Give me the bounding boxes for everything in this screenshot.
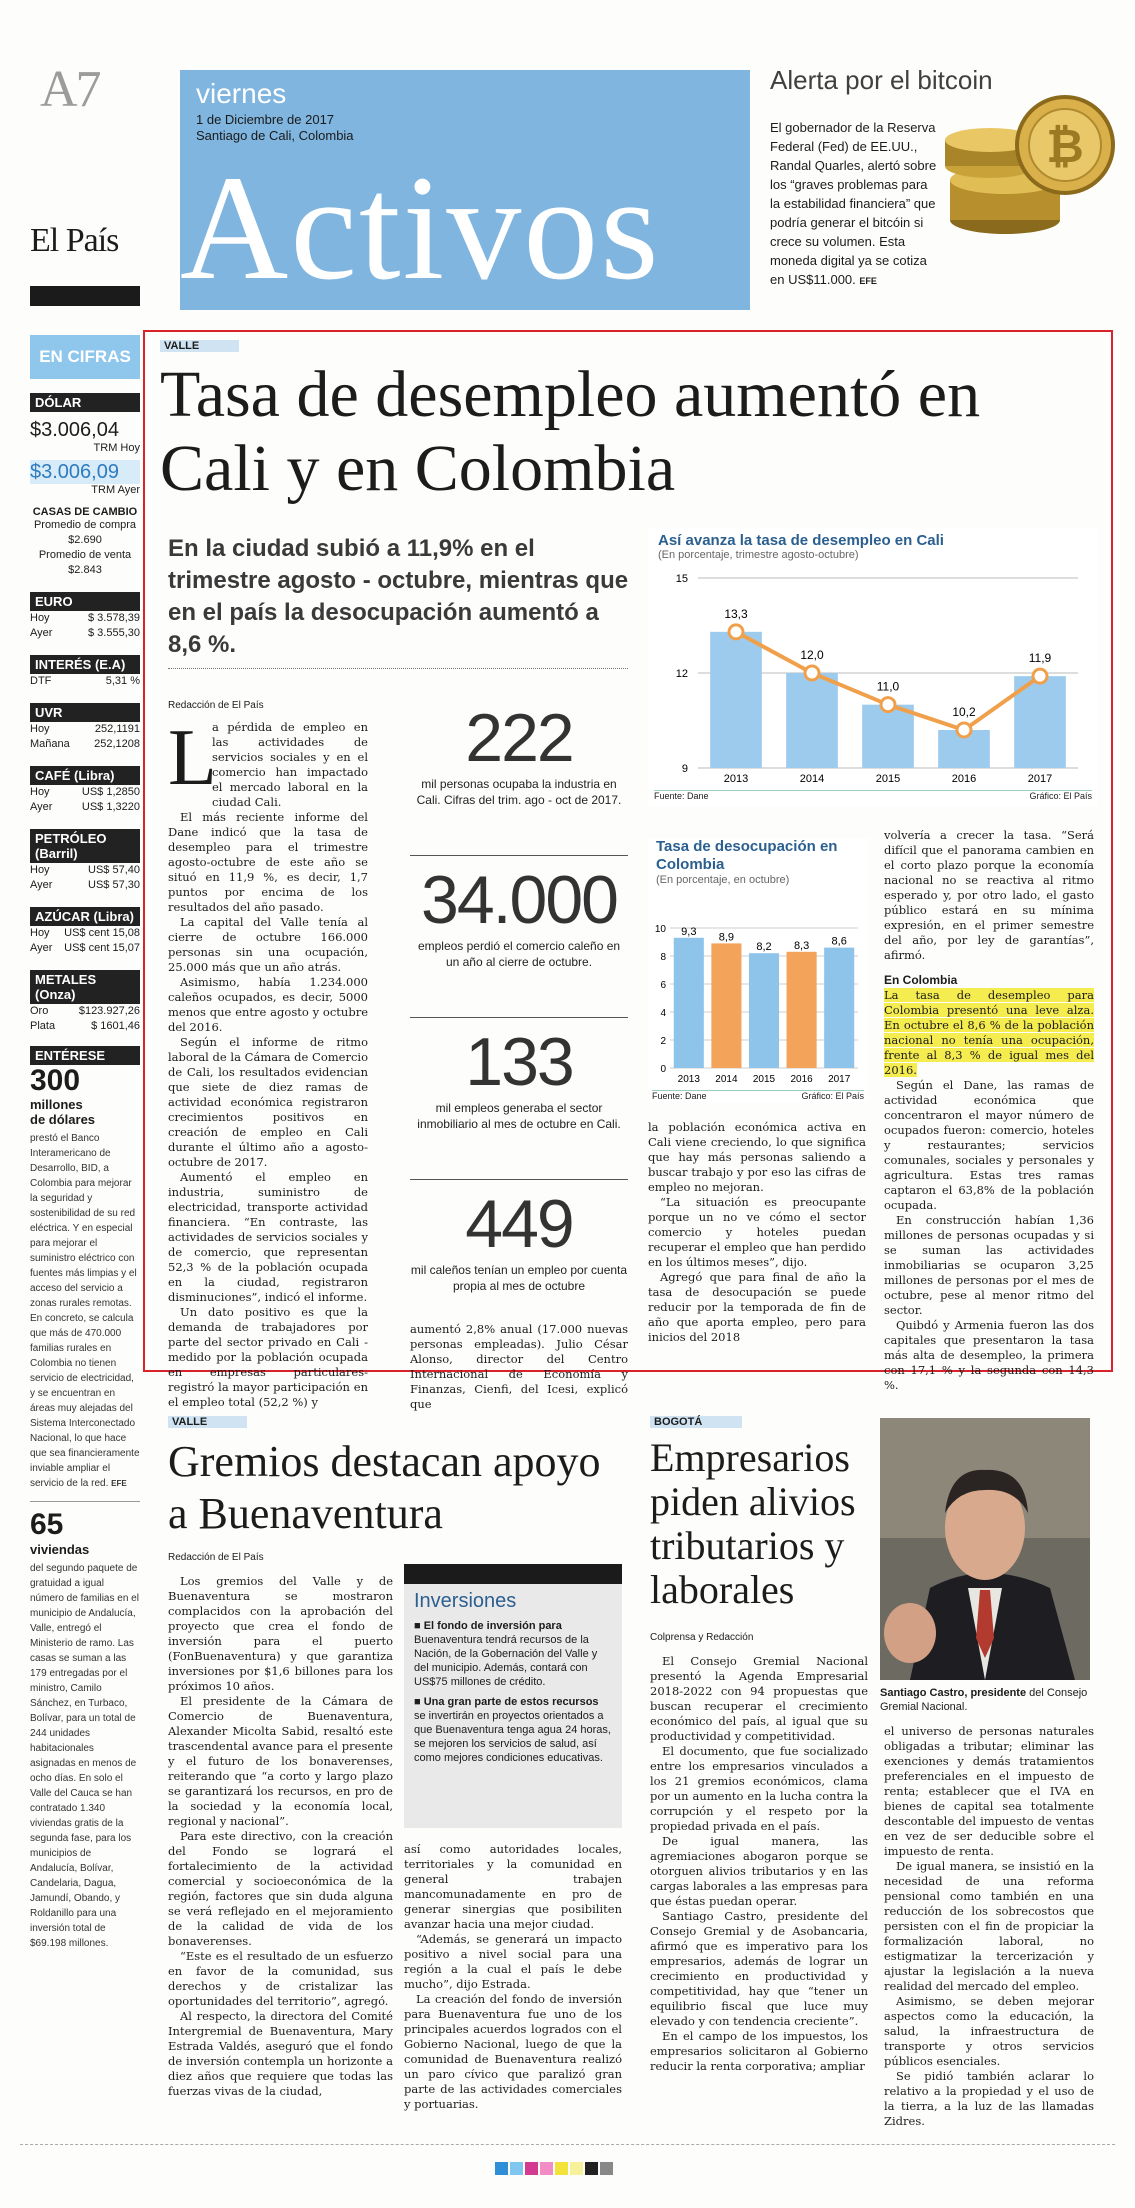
- main-column-3: [648, 1120, 866, 1345]
- market-data-rail: [30, 335, 140, 1951]
- chart2-bar: [711, 943, 741, 1068]
- inversiones-box: [404, 1564, 622, 1828]
- casas-compra-label: Promedio de compra: [33, 519, 137, 531]
- stat-number: 34.000: [421, 862, 617, 938]
- main-column-2-tail: aumentó 2,8% anual (17.000 nuevas personas empleadas). Julio César Alonso, director del Centro Internacional de Economía y Finanzas, Cienfi, del Icesi, explicó que: [410, 1322, 628, 1411]
- dolar-yesterday: $3.006,09: [30, 460, 140, 484]
- stat-block: [410, 1024, 628, 1180]
- cali-unemployment-chart: [648, 528, 1098, 806]
- gremios-headline: Gremios destacan apoyo a Buenaventura: [168, 1437, 601, 1538]
- rail-cafe-label: CAFÉ (Libra): [30, 766, 140, 785]
- chart1-datalabel: 13,3: [724, 606, 748, 621]
- chart2-xtick: 2017: [828, 1074, 851, 1085]
- main-column-1: [168, 714, 368, 1410]
- chart2-datalabel: 8,2: [756, 941, 772, 954]
- color-swatch: [570, 2162, 583, 2175]
- enterese-big-label: millones de dólares: [30, 1097, 96, 1127]
- chart1-ytick: 9: [681, 763, 688, 775]
- chart2-credit: Gráfico: El País: [801, 1091, 864, 1101]
- main-col4-rest-paragraph: Quibdó y Armenia fueron las dos capitales que presentaron la tasa más alta de desempleo, la primera con 17,1 % y la segunda con 14,3 %.: [884, 1318, 1094, 1392]
- alert-body: El gobernador de la Reserva Federal (Fed) de EE.UU., Randal Quarles, alertó sobre los “graves problemas para la estabilidad financiera” que podría generar el bitcóin si crece su volumen. Esta moneda digital ya se cotiza en US$11.000.: [770, 120, 937, 287]
- rail-metales-label: METALES (Onza): [30, 970, 140, 1004]
- chart1-subtitle: (En porcentaje, trimestre agosto-octubre): [658, 549, 859, 561]
- rail-uvr-row: Hoy 252,1191: [30, 723, 140, 735]
- rail-petroleo-label: PETRÓLEO (Barril): [30, 829, 140, 863]
- rail-heading: EN CIFRAS: [30, 335, 140, 379]
- viviendas-big-label: viviendas: [30, 1542, 90, 1557]
- banner-date-line1: 1 de Diciembre de 2017: [196, 112, 335, 127]
- main-col1-paragraph: Según el informe de ritmo laboral de la Cámara de Comercio de Cali, los resultados evidencian que siete de diez ramas de actividad económica registraron crecimientos positivos en creación de empleo en Cali durante el último año a agosto-octubre de 2017.: [168, 1035, 368, 1169]
- rail-uvr-row: Mañana 252,1208: [30, 738, 140, 750]
- empresarios-headline: Empresarios piden alivios tributarios y laborales: [650, 1435, 856, 1612]
- alert-text: [770, 118, 938, 291]
- gremios-kicker: VALLE: [168, 1416, 247, 1428]
- enterese-label: ENTÉRESE: [30, 1046, 140, 1065]
- color-swatch: [540, 2162, 553, 2175]
- gremios-byline: Redacción de El País: [168, 1552, 264, 1563]
- section-title: Activos: [180, 145, 661, 311]
- main-col3-paragraph: Agregó que para final de año la tasa de desocupación se puede reducir por la temporada de fin de año que aporta empleo, pero para inicios del 2018: [648, 1270, 866, 1344]
- chart1-xtick: 2013: [723, 773, 749, 785]
- chart2-bar: [824, 948, 854, 1068]
- empresarios-column-1: [650, 1654, 868, 2074]
- chart2-ytick: 8: [660, 952, 666, 963]
- color-swatch: [585, 2162, 598, 2175]
- dolar-yesterday-label: TRM Ayer: [91, 484, 140, 496]
- dolar-label: DÓLAR: [30, 393, 140, 412]
- casas-label: CASAS DE CAMBIO: [32, 506, 138, 518]
- highlighted-passage: La tasa de desempleo para Colombia presentó una leve alza. En octubre el 8,6 % de la población nacional no tenía una ocupación, frente al 8,3 % de igual mes del 2016.: [884, 988, 1094, 1077]
- stats-column: [410, 700, 628, 1347]
- main-kicker: VALLE: [160, 340, 239, 352]
- main-col4-rest-paragraph: Según el Dane, las ramas de actividad económica que concentraron el mayor número de ocupados fueron: comercio, hoteles y restaurantes; servicios comunales, sociales y personales y agricultura. Estas tres ramas captaron el 63,8% de la población ocupada.: [884, 1078, 1094, 1212]
- stat-block: [410, 1186, 628, 1341]
- newspaper-logo: El País: [30, 222, 119, 259]
- empresarios-col2-paragraph: Asimismo, se deben mejorar aspectos como la educación, la salud, la infraestructura de transporte y otros servicios públicos esenciales.: [884, 1994, 1094, 2068]
- empresarios-col1-paragraph: En el campo de los impuestos, los empresarios solicitaron al Gobierno reducir la renta corporativa; ampliar: [650, 2029, 868, 2073]
- rail-cafe-row: Ayer US$ 1,3220: [30, 801, 140, 813]
- empresarios-col1-paragraph: De igual manera, las agremiaciones abogaron porque se otorguen alivios tributarios y en las cargas laborales a las empresas para que éstas puedan operar.: [650, 1834, 868, 1908]
- chart2-xtick: 2014: [715, 1074, 738, 1085]
- chart1-point: [1033, 669, 1047, 683]
- dolar-today: $3.006,04: [30, 419, 119, 441]
- rail-azucar-label: AZÚCAR (Libra): [30, 907, 140, 926]
- stat-number: 222: [465, 700, 573, 776]
- chart1-bar: [710, 632, 762, 768]
- chart1-point: [805, 666, 819, 680]
- empresarios-col2-paragraph: Se pidió también aclarar lo relativo a la propiedad y el uso de la tierra, a la luz de las llamadas Zidres.: [884, 2069, 1094, 2128]
- stat-caption: mil caleños tenían un empleo por cuenta propia al mes de octubre: [410, 1263, 628, 1293]
- page-trim-line: [20, 2144, 1115, 2145]
- casas-venta-label: Promedio de venta: [38, 549, 132, 561]
- chart2-plot: [648, 920, 868, 1090]
- main-byline: Redacción de El País: [168, 700, 264, 711]
- empresarios-col2-paragraph: De igual manera, se insistió en la necesidad de una reforma pensional como también en una reducción de los sobrecostos que persisten con el fin de propiciar la formalización laboral, no estigmatizar la tercerización y ajustar la legislación a la nueva realidad del mercado del empleo.: [884, 1859, 1094, 1993]
- chart2-datalabel: 8,9: [718, 931, 735, 944]
- chart1-xtick: 2017: [1027, 773, 1053, 785]
- chart2-ytick: 0: [660, 1064, 666, 1075]
- inversiones-item: ■ Una gran parte de estos recursos se invertirán en proyectos orientados a que Buenaventura tenga agua 24 horas, se mejoren los servicios de salud, así como mejores condiciones educativas.: [414, 1696, 611, 1764]
- empresarios-col1-paragraph: Santiago Castro, presidente del Consejo Gremial y de Asobancaria, afirmó que es imperativo para los empresarios, además de lograr un crecimiento en productividad y competitividad, hay que “tener un equilibrio fiscal que luce muy elevado y con tendencia creciente”.: [650, 1909, 868, 2028]
- stat-caption: mil personas ocupaba la industria en Cali. Cifras del trim. ago - oct de 2017.: [416, 777, 622, 807]
- stat-number: 133: [465, 1024, 573, 1100]
- main-headline: Tasa de desempleo aumentó en Cali y en Colombia: [160, 358, 981, 505]
- color-swatch: [525, 2162, 538, 2175]
- chart1-datalabel: 11,0: [876, 679, 900, 694]
- gremios-col1-paragraph: El presidente de la Cámara de Comercio de Buenaventura, Alexander Micolta Sabid, resaltó este trascendental avance para el presente y el futuro de los bonaverenses, reiterando que “a corto y largo plazo se garantizará los recursos, en pro de la sociedad y la economía local, regional y nacional”.: [168, 1694, 393, 1828]
- photo-caption-rest: del Consejo Gremial Nacional.: [880, 1687, 1088, 1713]
- photo-caption: [880, 1686, 1090, 1714]
- chart1-bar: [786, 673, 838, 768]
- casas-venta: $2.843: [68, 564, 102, 576]
- chart2-source: Fuente: Dane: [652, 1091, 707, 1101]
- gremios-col2-paragraph: “Además, se generará un impacto positivo a nivel social para una región a la cual el país le debe mucho”, dijo Estrada.: [404, 1932, 622, 1991]
- dolar-today-label: TRM Hoy: [93, 442, 140, 454]
- main-column-4: [884, 828, 1094, 1393]
- chart1-datalabel: 10,2: [952, 705, 976, 719]
- color-swatch: [555, 2162, 568, 2175]
- stat-caption: empleos perdió el comercio caleño en un año al cierre de octubre.: [417, 939, 621, 969]
- gremios-column-2: [404, 1842, 622, 2112]
- chart1-ytick: 15: [675, 573, 688, 585]
- chart2-bar: [749, 953, 779, 1068]
- chart1-datalabel: 11,9: [1028, 651, 1052, 666]
- rail-metales-row: Plata $ 1601,46: [30, 1020, 140, 1032]
- alert-credit: EFE: [859, 276, 877, 286]
- logo-bar: [30, 286, 140, 306]
- chart1-xtick: 2014: [799, 773, 825, 785]
- alert-title: Alerta por el bitcoin: [770, 65, 993, 95]
- stat-number: 449: [465, 1186, 573, 1262]
- viviendas-big: 65: [30, 1508, 64, 1541]
- banner-date: [196, 112, 354, 144]
- banner-date-line2: Santiago de Cali, Colombia: [196, 128, 354, 143]
- chart1-plot: [648, 568, 1098, 790]
- main-col4-rest-paragraph: En construcción habían 1,36 millones de personas ocupadas y si se suman las actividades inmobiliarias se ocuparon 3,25 millones de personas por el mes de octubre, pese al menor ritmo del sector.: [884, 1213, 1094, 1317]
- main-col1-paragraph: Aumentó el empleo en industria, suministro de electricidad, transporte actividad financiera. “En contraste, las actividades de servicios sociales y de comercio, que representan 52,3 % de la población ocupada en la ciudad, registraron disminuciones”, indicó el informe.: [168, 1170, 368, 1304]
- viviendas-text: del segundo paquete de gratuidad a igual número de familias en el municipio de Andalucía, Valle, entregó el Ministerio de ramo. Las casas se suman a las 179 entregadas por el ministro, Camilo Sánchez, en Turbaco, Bolívar, para un total de 244 unidades habitacionales asignadas en menos de ocho días. En solo el Valle del Cauca se han contratado 1.340 viviendas gratis de la segunda fase, para los municipios de Andalucía, Bolívar, Candelaria, Dagua, Jamundí, Obando, y Roldanillo para una inversión total de $69.198 millones.: [30, 1563, 139, 1949]
- chart2-title: Tasa de desocupación en Colombia: [656, 838, 838, 873]
- rail-euro-row: Hoy $ 3.578,39: [30, 612, 140, 624]
- chart1-xtick: 2015: [875, 773, 901, 785]
- gremios-col1-paragraph: Para este directivo, con la creación del Fondo se logrará el fortalecimiento de la actividad comercial y socioeconómica de la región, factores que sin duda alguna se verá reflejado en el mejoramiento de la calidad de vida de los bonaverenses.: [168, 1829, 393, 1948]
- main-col4-paragraph: volvería a crecer la tasa. “Será difícil que el panorama cambien en el corto plazo porque la economía nacional no se reactiva al ritmo esperado y, por otro lado, el gasto público estará en su mínima expresión, en el primer semestre del año, por ley de garantías”, afirmó.: [884, 828, 1094, 962]
- casas-compra: $2.690: [68, 534, 102, 546]
- chart2-bar: [674, 938, 704, 1068]
- rail-interes-row: DTF 5,31 %: [30, 675, 140, 687]
- chart1-ytick: 12: [675, 668, 688, 680]
- colombia-subhead: En Colombia: [884, 973, 958, 987]
- rail-azucar-row: Hoy US$ cent 15,08: [30, 927, 140, 939]
- rail-azucar-row: Ayer US$ cent 15,07: [30, 942, 140, 954]
- colombia-unemployment-chart: [648, 838, 868, 1102]
- rail-petroleo-row: Ayer US$ 57,30: [30, 879, 140, 891]
- main-col3-paragraph: la población económica activa en Cali viene creciendo, lo que significa que hay más personas saliendo a buscar trabajo y por eso las cifras de empleo no mejoran.: [648, 1120, 866, 1194]
- banner-day: viernes: [196, 78, 287, 109]
- bitcoin-coins-image: [945, 70, 1115, 250]
- chart2-subtitle: (En porcentaje, en octubre): [656, 874, 790, 886]
- chart2-ytick: 2: [660, 1036, 666, 1047]
- enterese-text: [30, 1131, 140, 1491]
- enterese-body: prestó el Banco Interamericano de Desarrollo, BID, a Colombia para mejorar la seguridad y sostenibilidad de su red eléctrica. Y en especial para mejorar el suministro eléctrico con fuentes más limpias y el acceso del servicio a zonas rurales remotas. En concreto, se calcula que más de 470.000 familias rurales en Colombia no tienen servicio de electricidad, y se encuentran en áreas muy alejadas del Sistema Interconectado Nacional, lo que hace que sea financieramente inviable ampliar el servicio de la red.: [30, 1133, 140, 1489]
- chart1-point: [729, 625, 743, 639]
- inversiones-title: Inversiones: [414, 1590, 517, 1612]
- enterese-credit: EFE: [111, 1479, 127, 1488]
- svg-text:₿: ₿: [1046, 120, 1084, 172]
- chart2-ytick: 10: [654, 924, 666, 935]
- chart2-ytick: 6: [660, 980, 666, 991]
- color-swatch: [510, 2162, 523, 2175]
- gremios-col1-paragraph: Los gremios del Valle y de Buenaventura se mostraron complacidos con la aprobación del proyecto que crea el fondo de inversión para el puerto (FonBuenaventura) y que garantiza inversiones por $1,6 billones para los próximos 10 años.: [168, 1574, 393, 1693]
- color-registration-bar: [495, 2162, 613, 2175]
- rail-uvr-label: UVR: [30, 703, 140, 722]
- page-number: A7: [40, 61, 100, 118]
- drop-cap: L: [168, 714, 217, 802]
- chart2-ytick: 4: [660, 1008, 666, 1019]
- chart2-xtick: 2015: [752, 1074, 776, 1085]
- main-col3-paragraph: “La situación es preocupante porque un no ve cómo el sector comercio y hoteles puedan recuperar el empleo que han perdido en los últimos meses”, dijo.: [648, 1195, 866, 1269]
- santiago-castro-photo: [880, 1418, 1090, 1680]
- empresarios-col2-paragraph: el universo de personas naturales obligadas a tributar; eliminar las exenciones y demás tratamientos preferenciales en el impuesto de renta; establecer que el IVA en bienes de capital sea totalmente descontable del impuesto de ventas en vez de ser deducible sobre el impuesto de renta.: [884, 1724, 1094, 1858]
- chart1-title: Así avanza la tasa de desempleo en Cali: [658, 532, 944, 549]
- chart1-credit: Gráfico: El País: [1029, 791, 1092, 801]
- chart2-xtick: 2016: [790, 1074, 813, 1085]
- chart1-datalabel: 12,0: [800, 648, 824, 662]
- rail-euro-row: Ayer $ 3.555,30: [30, 627, 140, 639]
- gremios-col1-paragraph: “Este es el resultado de un esfuerzo en favor de la comunidad, sus derechos y de cristalizar las oportunidades del territorio”, agregó.: [168, 1949, 393, 2008]
- color-swatch: [600, 2162, 613, 2175]
- stat-block: [410, 862, 628, 1018]
- gremios-column-1: [168, 1574, 393, 2099]
- chart1-footer: [654, 790, 1092, 801]
- chart1-point: [957, 723, 971, 737]
- rail-cafe-row: Hoy US$ 1,2850: [30, 786, 140, 798]
- main-col1-paragraph: El más reciente informe del Dane indicó que la tasa de desempleo para el trimestre agosto-octubre de este año se situó en 11,9 %, es decir, 1,7 puntos por encima de los resultados del año pasado.: [168, 810, 368, 914]
- gremios-col1-paragraph: Al respecto, la directora del Comité Intergremial de Buenaventura, Mary Estrada Valdés, aseguró que el fondo de inversión contempla un horizonte a diez años que requiere que todas las fuerzas vivas de la ciudad,: [168, 2009, 393, 2098]
- chart2-bar: [787, 952, 817, 1068]
- color-swatch: [495, 2162, 508, 2175]
- chart2-footer: [652, 1090, 864, 1101]
- rail-interes-label: INTERÉS (E.A): [30, 655, 140, 674]
- main-col1-paragraph: Un dato positivo es que la demanda de trabajadores por parte del sector privado en Cali -medido por la población ocupada en empresas particulares- registró la mayor participación en el empleo total (52,2 %) y: [168, 1305, 368, 1409]
- chart2-xtick: 2013: [677, 1074, 700, 1085]
- main-col1-paragraph: a pérdida de empleo en las actividades de servicios sociales y en el comercio han impactado el mercado laboral en la ciudad Cali.: [212, 720, 368, 809]
- stat-block: [410, 700, 628, 856]
- rail-metales-row: Oro $123.927,26: [30, 1005, 140, 1017]
- empresarios-col1-paragraph: El documento, que fue socializado entre los empresarios vinculados a los 21 gremios económicos, clama por un aumento en la lucha contra la corrupción y el respeto por la propiedad privada en el país.: [650, 1744, 868, 1833]
- main-deck: En la ciudad subió a 11,9% en el trimestre agosto - octubre, mientras que en el país la desocupación aumentó a 8,6 %.: [168, 535, 629, 658]
- rail-petroleo-row: Hoy US$ 57,40: [30, 864, 140, 876]
- chart2-datalabel: 8,6: [831, 935, 847, 948]
- chart1-xtick: 2016: [951, 773, 977, 785]
- main-col1-paragraph: La capital del Valle tenía al cierre de octubre 166.000 personas sin una ocupación, 25.000 más que un año atrás.: [168, 915, 368, 974]
- empresarios-byline: Colprensa y Redacción: [650, 1632, 754, 1643]
- rail-euro-label: EURO: [30, 592, 140, 611]
- empresarios-column-2: [884, 1724, 1094, 2129]
- empresarios-col1-paragraph: El Consejo Gremial Nacional presentó la Agenda Empresarial 2018-2022 con 94 propuestas que buscan recuperar el crecimiento económico del país, al igual que su productividad y competitividad.: [650, 1654, 868, 1743]
- chart1-source: Fuente: Dane: [654, 791, 709, 801]
- inversiones-item: ■ El fondo de inversión para Buenaventura tendrá recursos de la Nación, de la Gobernación del Valle y del municipio. Además, contará con US$75 millones de crédito.: [414, 1620, 598, 1688]
- main-col1-paragraph: Asimismo, había 1.234.000 caleños ocupados, es decir, 5000 menos que entre agosto y octubre del 2016.: [168, 975, 368, 1034]
- enterese-big: 300: [30, 1064, 81, 1097]
- chart2-datalabel: 9,3: [681, 925, 697, 938]
- chart1-point: [881, 698, 895, 712]
- empresarios-kicker: BOGOTÁ: [650, 1416, 742, 1428]
- photo-caption-name: Santiago Castro, presidente: [880, 1687, 1027, 1699]
- chart2-datalabel: 8,3: [793, 939, 810, 952]
- gremios-col2-paragraph: La creación del fondo de inversión para Buenaventura fue uno de los principales acuerdos logrados con el Gobierno Nacional, luego de que la comunidad de Buenaventura realizó un paro cívico que paralizó gran parte de las actividades comerciales y portuarias.: [404, 1992, 622, 2111]
- gremios-col2-paragraph: así como autoridades locales, territoriales y la comunidad en general trabajen mancomunadamente en pro de generar sinergias que posibiliten avanzar hacia una mejor ciudad.: [404, 1842, 622, 1931]
- chart1-bar: [862, 705, 914, 768]
- stat-caption: mil empleos generaba el sector inmobiliario al mes de octubre en Cali.: [417, 1101, 621, 1131]
